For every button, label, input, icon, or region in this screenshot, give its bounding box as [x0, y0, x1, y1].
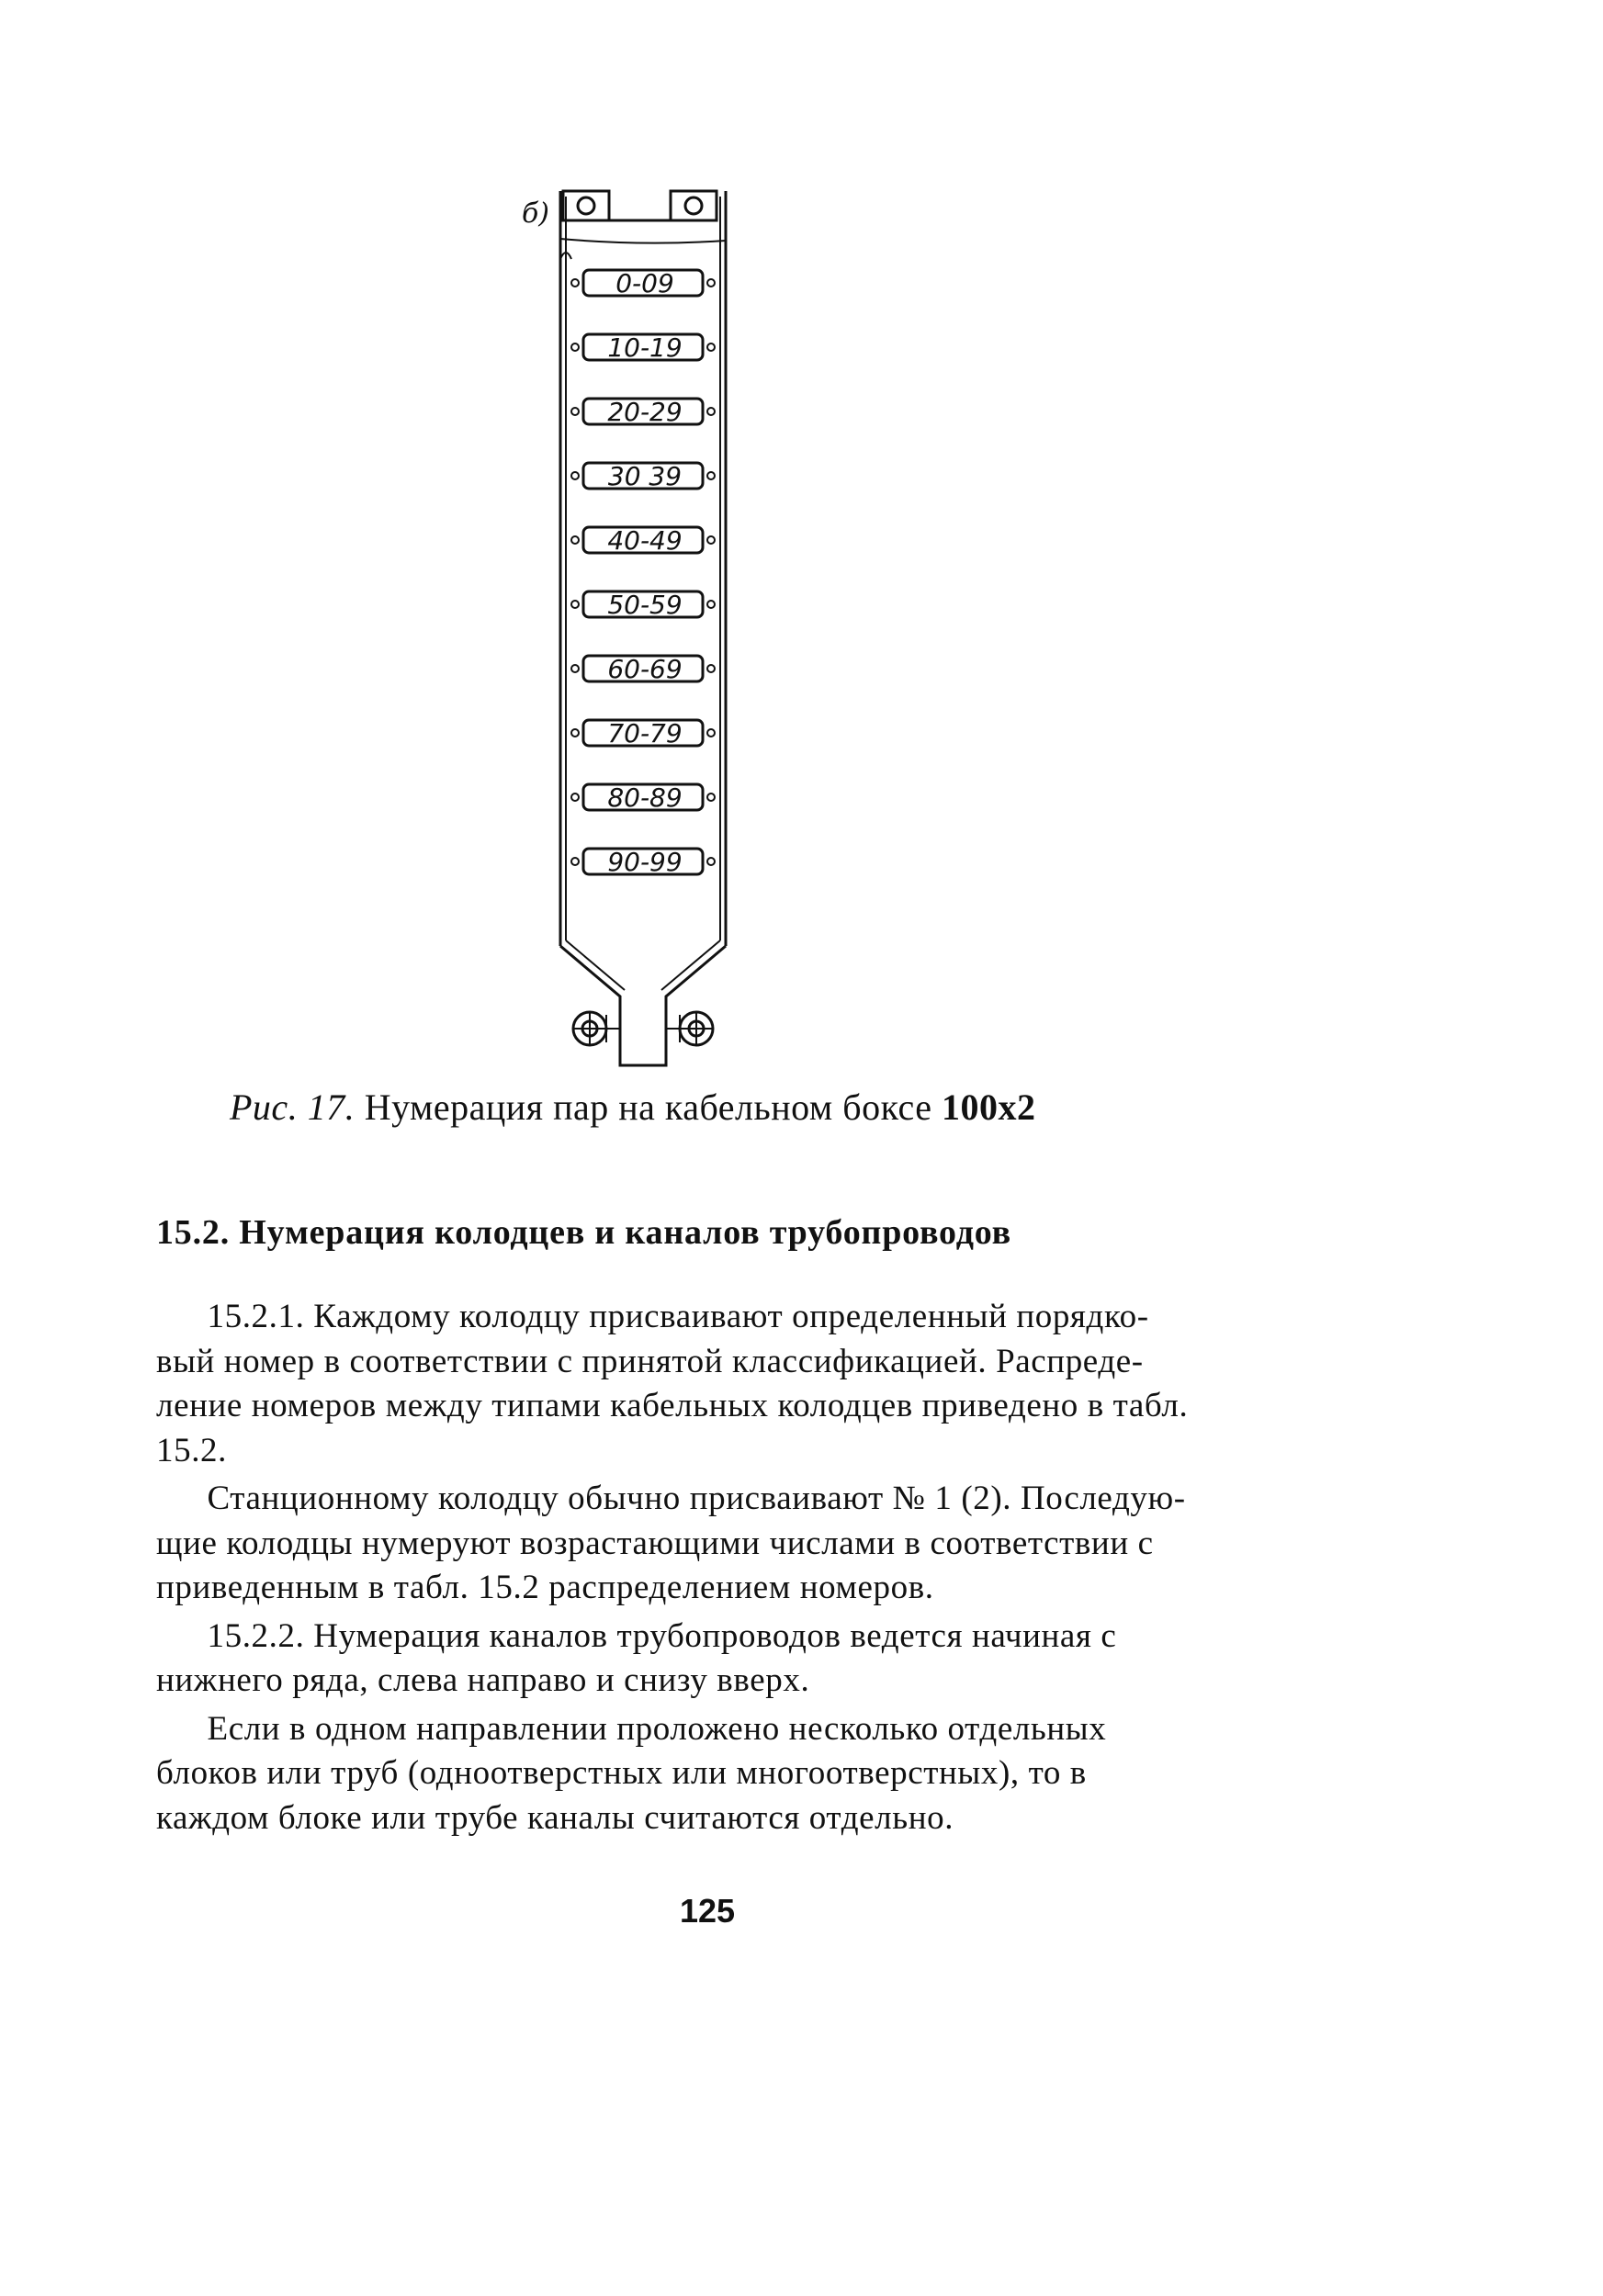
- text-line: Станционному колодцу обычно присваивают № 1 (2). Последую-: [207, 1480, 1186, 1517]
- caption-prefix: Рис. 17.: [230, 1086, 356, 1128]
- paragraph-15-2-2: [156, 1615, 1332, 1704]
- text-line: вый номер в соответствии с принятой классификацией. Распреде-: [156, 1342, 1144, 1380]
- pair-range-label: 40-49: [607, 525, 683, 556]
- terminal-strip: [571, 268, 715, 298]
- strip-screw: [707, 343, 715, 351]
- cable-box-drawing: [505, 174, 781, 1084]
- strip-screw: [571, 601, 579, 608]
- terminal-strip: [571, 525, 715, 556]
- paragraph-station-well: [156, 1477, 1332, 1611]
- figure-corner-label: б): [522, 197, 550, 230]
- pair-range-label: 50-59: [607, 590, 683, 620]
- body-text: [156, 1295, 1332, 1844]
- terminal-strip: [571, 332, 715, 363]
- pair-range-label: 90-99: [607, 847, 683, 877]
- caption-text: Нумерация пар на кабельном боксе: [355, 1086, 943, 1128]
- strip-screw: [571, 665, 579, 672]
- pair-range-label: 30 39: [607, 461, 683, 491]
- terminal-strip: [571, 782, 715, 813]
- text-line: Если в одном направлении проложено несколько отдельных: [207, 1709, 1107, 1748]
- strip-screw: [571, 729, 579, 737]
- pair-range-label: 80-89: [607, 782, 683, 813]
- pair-range-label: 60-69: [607, 654, 683, 684]
- strip-screw: [707, 729, 715, 737]
- text-line: ление номеров между типами кабельных колодцев приведено в табл.: [156, 1387, 1189, 1424]
- pair-range-label: 10-19: [607, 332, 683, 363]
- strip-screw: [707, 858, 715, 865]
- text-line: 15.2.: [156, 1431, 227, 1469]
- text-line: 15.2.2. Нумерация каналов трубопроводов ведется начиная с: [207, 1616, 1117, 1655]
- text-line: блоков или труб (одноотверстных или многоотверстных), то в: [156, 1754, 1087, 1792]
- section-heading: 15.2. Нумерация колодцев и каналов трубопроводов: [156, 1213, 1011, 1252]
- text-line: нижнего ряда, слева направо и снизу вверх.: [156, 1661, 810, 1699]
- terminal-strip: [571, 654, 715, 684]
- strip-screw: [571, 279, 579, 287]
- strip-screw: [707, 279, 715, 287]
- figure-caption: [230, 1086, 1424, 1129]
- page-number: 125: [679, 1892, 736, 1930]
- paragraph-separate-blocks: [156, 1707, 1332, 1841]
- top-mounting-tabs: [563, 191, 717, 220]
- terminal-strip: [571, 461, 715, 491]
- text-line: 15.2.1. Каждому колодцу присваивают определенный порядко-: [207, 1298, 1149, 1335]
- pair-range-label: 20-29: [607, 397, 683, 427]
- strip-screw: [571, 408, 579, 415]
- terminal-strip: [571, 718, 715, 748]
- terminal-strip: [571, 590, 715, 620]
- strip-screw: [707, 601, 715, 608]
- terminal-strip: [571, 847, 715, 877]
- cable-box-figure: [505, 174, 781, 1084]
- bottom-mounting-lugs: [573, 1012, 713, 1045]
- pair-range-label: 0-09: [615, 268, 674, 298]
- pair-range-label: 70-79: [607, 718, 683, 748]
- terminal-strip: [571, 397, 715, 427]
- strip-screw: [707, 472, 715, 479]
- strip-screw: [571, 536, 579, 544]
- strip-screw: [707, 665, 715, 672]
- box-body-outline: [560, 191, 726, 1065]
- caption-bold-suffix: 100x2: [942, 1086, 1036, 1128]
- strip-screw: [571, 793, 579, 801]
- text-line: щие колодцы нумеруют возрастающими числами в соответствии с: [156, 1524, 1154, 1562]
- paragraph-15-2-1: [156, 1295, 1332, 1473]
- strip-screw: [707, 793, 715, 801]
- terminal-strips: [571, 268, 715, 877]
- strip-screw: [571, 343, 579, 351]
- strip-screw: [571, 472, 579, 479]
- strip-screw: [707, 536, 715, 544]
- strip-screw: [707, 408, 715, 415]
- text-line: каждом блоке или трубе каналы считаются отдельно.: [156, 1798, 954, 1837]
- text-line: приведенным в табл. 15.2 распределением номеров.: [156, 1569, 934, 1606]
- strip-screw: [571, 858, 579, 865]
